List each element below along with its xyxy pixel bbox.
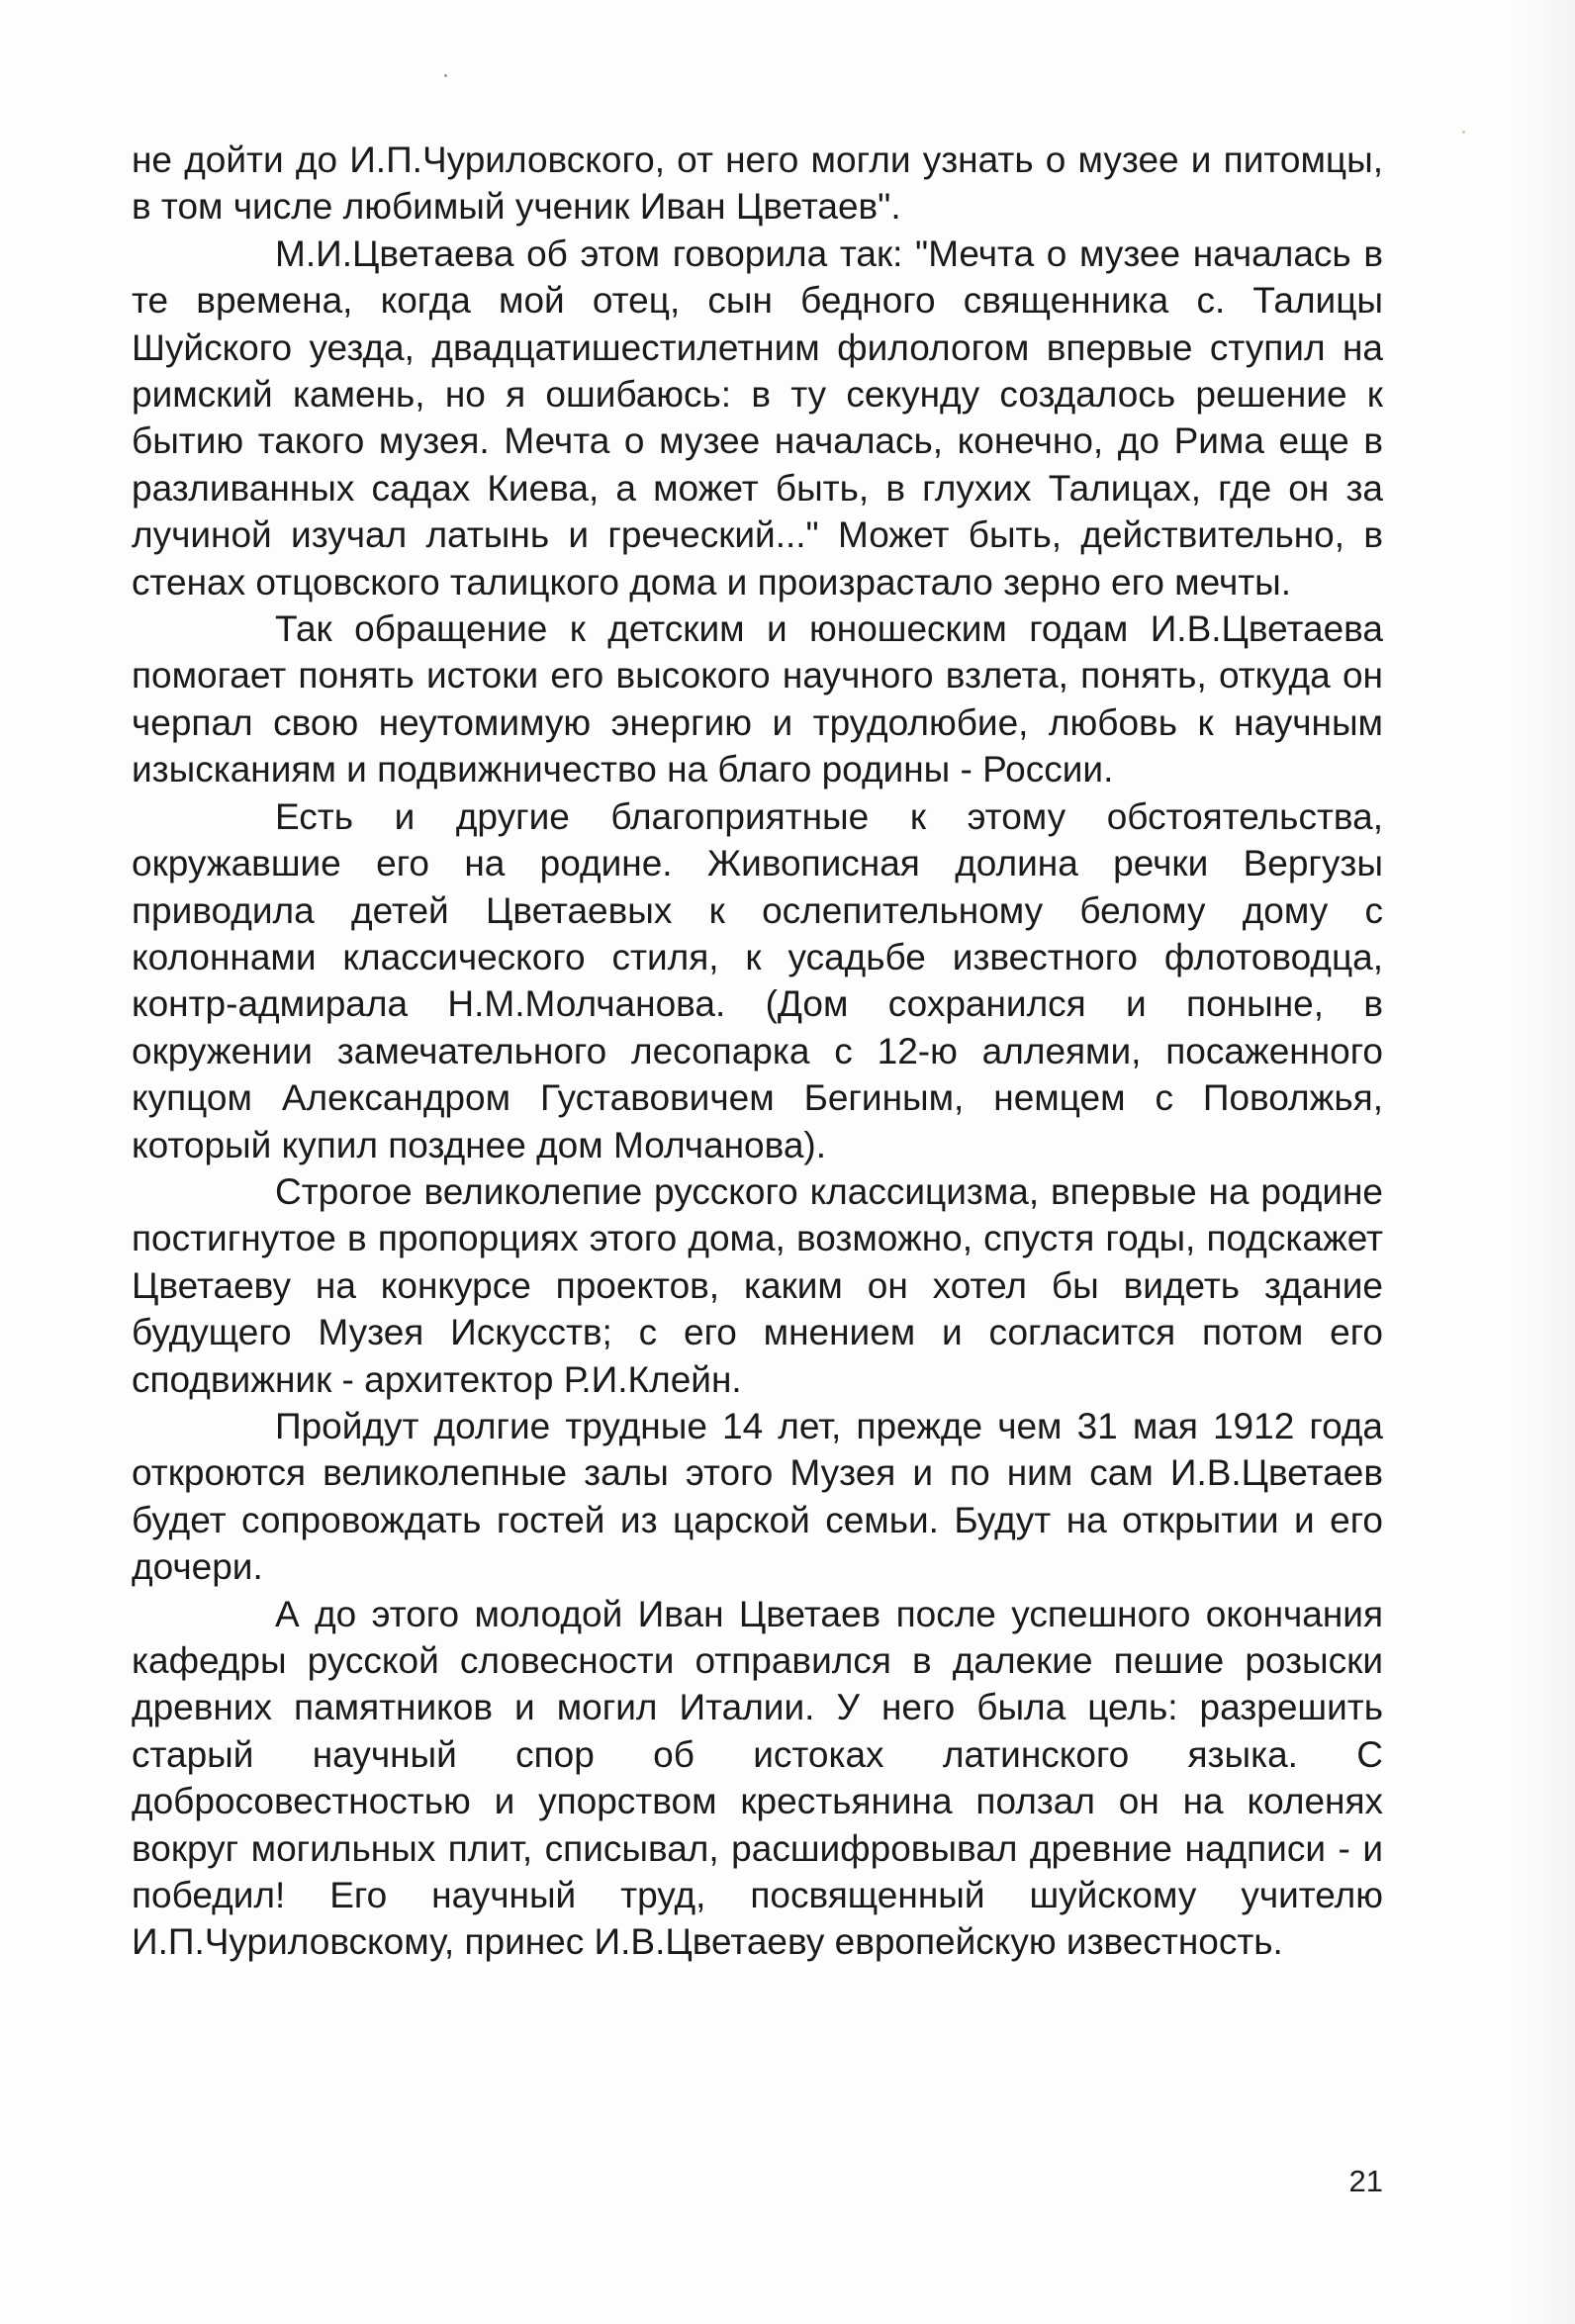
paragraph: А до этого молодой Иван Цветаев после успешного окончания кафедры русской словесности отправился в далекие пешие розыски древних памятников и могил Италии. У него была цель: разрешить старый научный спор об истоках латинского языка. С добросовестностью и упорством крестьянина ползал он на коленях вокруг могильных плит, списывал, расшифровывал древние надписи - и победил! Его научный труд, посвященный шуйскому учителю И.П.Чуриловскому, принес И.В.Цветаеву европейскую известность.	[132, 1593, 1383, 1963]
paragraph: М.И.Цветаева об этом говорила так: "Мечта о музее началась в те времена, когда мой отец, сын бедного священника с. Талицы Шуйского уезда, двадцатишестилетним филологом впервые ступил на римский камень, но я ошибаюсь: в ту секунду создалось решение к бытию такого музея. Мечта о музее началась, конечно, до Рима еще в разливанных садах Киева, а может быть, в глухих Талицах, где он за лучиной изучал латынь и греческий..." Может быть, действительно, в стенах отцовского талицкого дома и произрастало зерно его мечты.	[132, 232, 1383, 603]
scan-speck	[444, 74, 447, 77]
body-text	[132, 137, 1383, 1966]
paragraph: Пройдут долгие трудные 14 лет, прежде чем 31 мая 1912 года откроются великолепные залы этого Музея и по ним сам И.В.Цветаев будет сопровождать гостей из царской семьи. Будут на открытии и его дочери.	[132, 1405, 1383, 1588]
paragraph: не дойти до И.П.Чуриловского, от него могли узнать о музее и питомцы, в том числе любимый ученик Иван Цветаев".	[132, 139, 1383, 228]
paragraph: Так обращение к детским и юношеским годам И.В.Цветаева помогает понять истоки его высокого научного взлета, понять, откуда он черпал свою неутомимую энергию и трудолюбие, любовь к научным изысканиям и подвижничество на благо родины - России.	[132, 608, 1383, 790]
scan-speck	[1462, 131, 1465, 134]
paragraph: Строгое великолепие русского классицизма, впервые на родине постигнутое в пропорциях этого дома, возможно, спустя годы, подскажет Цветаеву на конкурсе проектов, каким он хотел бы видеть здание будущего Музея Искусств; с его мнением и согласится потом его сподвижник - архитектор Р.И.Клейн.	[132, 1170, 1383, 1400]
paragraph: Есть и другие благоприятные к этому обстоятельства, окружавшие его на родине. Живописная долина речки Вергузы приводила детей Цветаевых к ослепительному белому дому с колоннами классического стиля, к усадьбе известного флотоводца, контр-адмирала Н.М.Молчанова. (Дом сохранился и поныне, в окружении замечательного лесопарка с 12-ю аллеями, посаженного купцом Александром Густавовичем Бегиным, немцем с Поволжья, который купил позднее дом Молчанова).	[132, 795, 1383, 1165]
page-number: 21	[1348, 2164, 1383, 2198]
page-edge-shadow	[1516, 0, 1575, 2324]
